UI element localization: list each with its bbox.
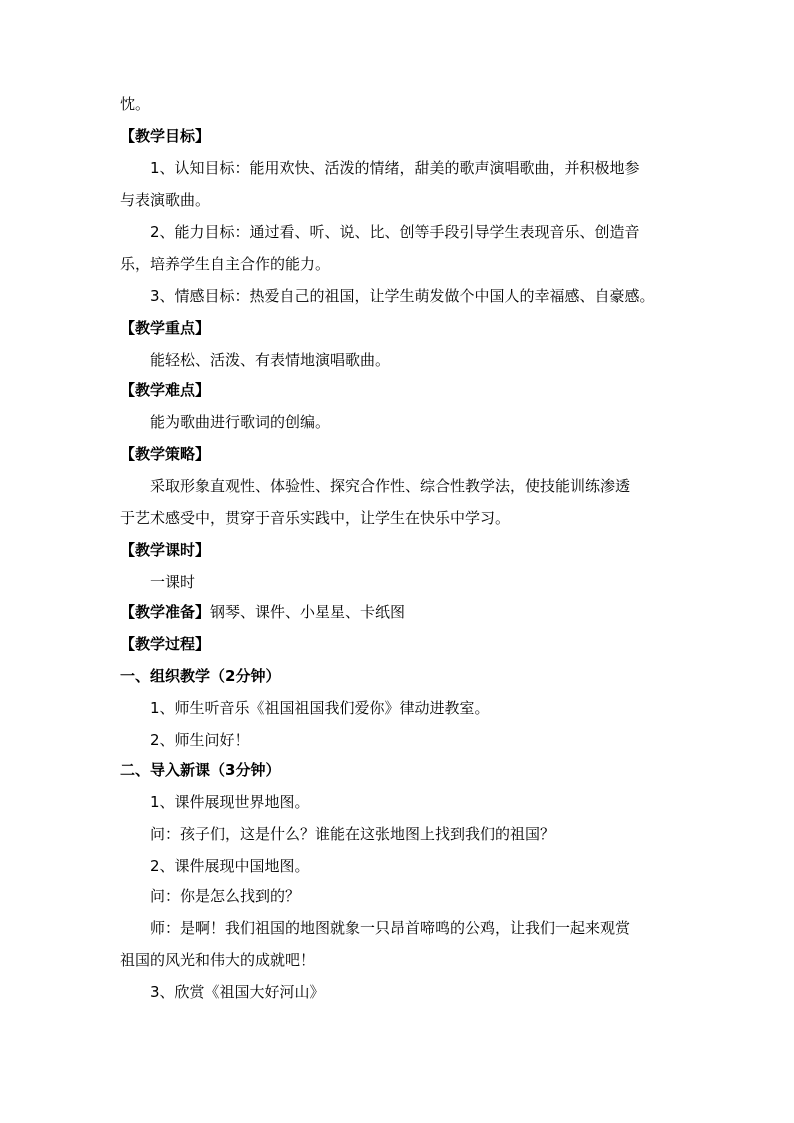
step-heading-introduce: 二、导入新课（3分钟） <box>120 761 281 779</box>
text-line: 于艺术感受中，贯穿于音乐实践中，让学生在快乐中学习。 <box>120 509 511 527</box>
text-line: 2、课件展现中国地图。 <box>150 857 310 875</box>
text-line: 祖国的风光和伟大的成就吧！ <box>120 951 316 969</box>
section-heading-process: 【教学过程】 <box>120 635 211 653</box>
text-line: 2、能力目标：通过看、听、说、比、创等手段引导学生表现音乐、创造音 <box>150 223 640 241</box>
text-line: 乐，培养学生自主合作的能力。 <box>120 255 331 273</box>
preparation-line <box>120 602 700 622</box>
section-heading-difficulties: 【教学难点】 <box>120 381 211 399</box>
text-line: 能为歌曲进行歌词的创编。 <box>150 413 331 431</box>
section-heading-strategy: 【教学策略】 <box>120 445 211 463</box>
section-heading-key-points: 【教学重点】 <box>120 319 211 337</box>
step-heading-organize: 一、组织教学（2分钟） <box>120 667 281 685</box>
text-line: 忱。 <box>120 95 151 113</box>
text-line: 问：孩子们，这是什么？谁能在这张地图上找到我们的祖国？ <box>150 825 556 843</box>
section-heading-objectives: 【教学目标】 <box>120 127 211 145</box>
section-heading-periods: 【教学课时】 <box>120 541 211 559</box>
preparation-items: 钢琴、课件、小星星、卡纸图 <box>210 603 406 621</box>
text-line: 1、师生听音乐《祖国祖国我们爱你》律动进教室。 <box>150 699 490 717</box>
section-heading-preparation: 【教学准备】 <box>120 603 211 621</box>
text-line: 2、师生问好！ <box>150 731 250 749</box>
text-line: 1、课件展现世界地图。 <box>150 793 310 811</box>
text-line: 能轻松、活泼、有表情地演唱歌曲。 <box>150 351 391 369</box>
text-line: 师：是啊！我们祖国的地图就象一只昂首啼鸣的公鸡，让我们一起来观赏 <box>150 919 631 937</box>
text-line: 问：你是怎么找到的？ <box>150 887 301 905</box>
text-line: 一课时 <box>150 573 196 591</box>
text-line: 3、欣赏《祖国大好河山》 <box>150 983 325 1001</box>
text-line: 采取形象直观性、体验性、探究合作性、综合性教学法，使技能训练渗透 <box>150 477 631 495</box>
text-line: 3、情感目标：热爱自己的祖国，让学生萌发做个中国人的幸福感、自豪感。 <box>150 287 655 305</box>
text-line: 与表演歌曲。 <box>120 191 211 209</box>
text-line: 1、认知目标：能用欢快、活泼的情绪，甜美的歌声演唱歌曲，并积极地参 <box>150 159 640 177</box>
